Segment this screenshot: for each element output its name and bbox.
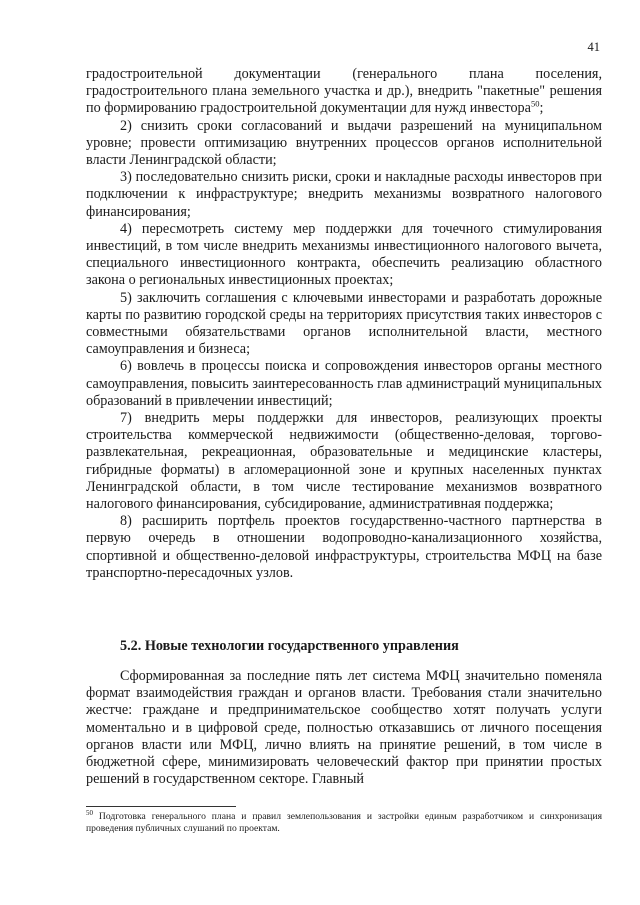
- list-item-5: 5) заключить соглашения с ключевыми инвесторами и разработать дорожные карты по развитию городской среды на территориях присутствия таких инвесторов с совместными обязательствами органов исполнительной власти, местного самоуправления и бизнеса;: [86, 289, 602, 358]
- list-item-8: 8) расширить портфель проектов государственно-частного партнерства в первую очередь в отношении водопроводно-канализационного хозяйства, спортивной и общественно-деловой инфраструктуры, строительства МФЦ на базе транспортно-пересадочных узлов.: [86, 513, 602, 581]
- list-item-2: 2) снизить сроки согласований и выдачи разрешений на муниципальном уровне; провести оптимизацию внутренних процессов органов исполнительной власти Ленинградской области;: [86, 117, 602, 169]
- footnote-divider: [86, 806, 236, 807]
- paragraph-tail: ;: [539, 100, 544, 117]
- section-text: [86, 668, 602, 788]
- footnote: [86, 808, 602, 835]
- footnote-number: 50: [86, 808, 93, 817]
- footnote-text: Подготовка генерального плана и правил землепользования и застройки единым разработчиком и синхронизация проведения публичных слушаний по проектам.: [86, 811, 602, 834]
- footnote-reference: 50: [530, 98, 540, 109]
- main-text: [86, 66, 602, 582]
- section-paragraph: Сформированная за последние пять лет система МФЦ значительно поменяла формат взаимодействия граждан и органов власти. Требования стали значительно жестче: граждане и предпринимательское сообщество хотят получать услуги моментально и в цифровой среде, полностью отказавшись от личного посещения органов власти или МФЦ, лично влиять на принятие решений, в том числе в бюджетной сфере, минимизировать человеческий фактор при принятии простых решений в государственном секторе. Главный: [86, 668, 602, 788]
- page-number: 41: [587, 40, 600, 54]
- list-item-3: 3) последовательно снизить риски, сроки и накладные расходы инвесторов при подключении к инфраструктуре; внедрить механизмы возвратного налогового финансирования;: [86, 169, 602, 220]
- list-item-6: 6) вовлечь в процессы поиска и сопровождения инвесторов органы местного самоуправления, повысить заинтересованность глав администраций муниципальных образований в привлечении инвестиций;: [86, 358, 602, 409]
- paragraph-continuation: [86, 66, 602, 118]
- list-item-4: 4) пересмотреть систему мер поддержки для точечного стимулирования инвестиций, в том числе внедрить механизмы инвестиционного налогового вычета, специального инвестиционного контракта, обеспечить реализацию областного закона о региональных инвестиционных проектах;: [86, 220, 602, 289]
- list-item-7: 7) внедрить меры поддержки для инвесторов, реализующих проекты строительства коммерческой недвижимости (общественно-деловая, торгово-развлекательная, рекреационная, образовательные и медицинские кластеры, гибридные форматы) в агломерационной зоне и крупных населенных пунктах Ленинградской области, в том числе тестирование механизмов возвратного налогового финансирования, субсидирование, административная поддержка;: [86, 410, 602, 513]
- section-heading: 5.2. Новые технологии государственного управления: [120, 638, 459, 654]
- paragraph-text: градостроительной документации (генерального плана поселения, градостроительного плана земельного участка и др.), внедрить "пакетные" решения по формированию градостроительной документации для нужд инвестора: [86, 66, 602, 117]
